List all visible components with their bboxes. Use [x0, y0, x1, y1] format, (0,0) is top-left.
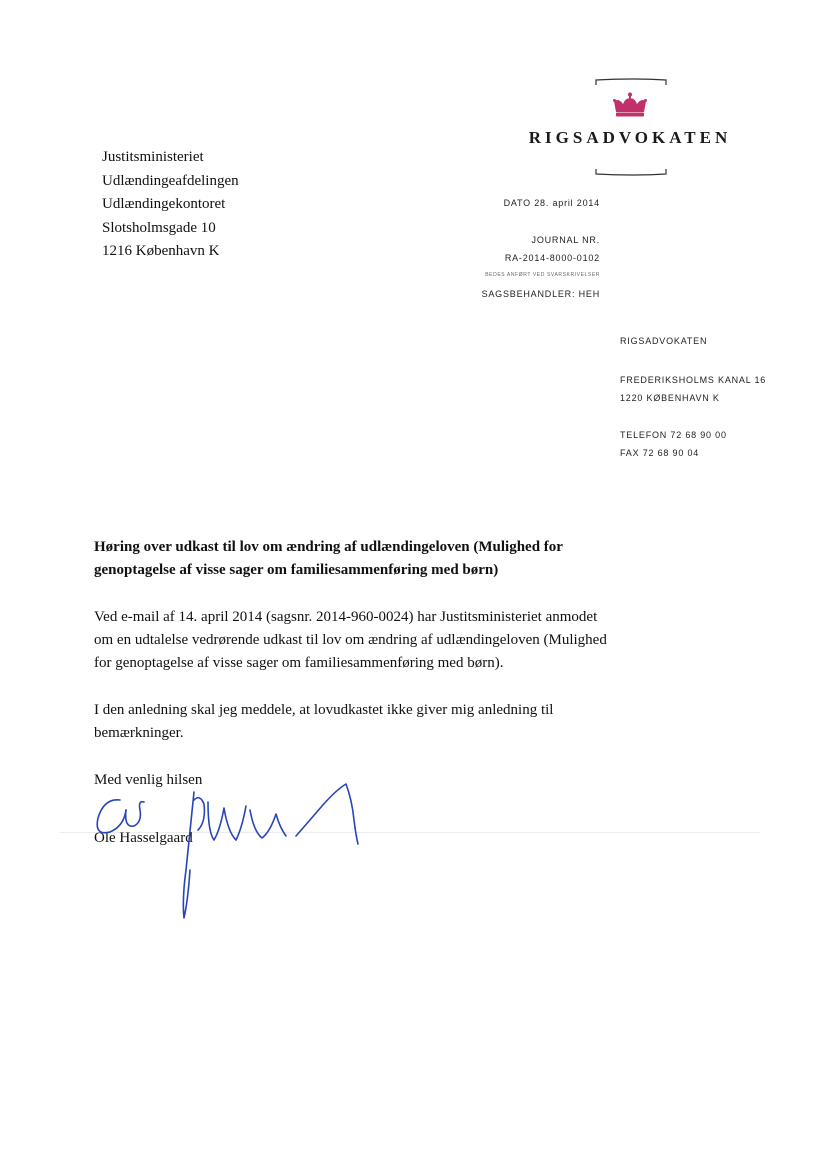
recipient-line: Udlændingeafdelingen: [102, 172, 239, 189]
recipient-line: Slotsholmsgade 10: [102, 219, 216, 236]
recipient-line: 1216 København K: [102, 243, 220, 259]
body-paragraph-1: Ved e-mail af 14. april 2014 (sagsnr. 2014-960-0024) har Justitsministeriet anmodet om en udtalelse vedrørende udkast til lov om ændring af udlændingeloven (Mulighed for genoptagelse af visse sager om familiesammenføring med børn).: [94, 609, 607, 671]
sender-fax: FAX 72 68 90 04: [620, 448, 700, 458]
reference-note: BEDES ANFØRT VED SVARSKRIVELSER: [485, 272, 600, 278]
letterhead-bottom-rule: [595, 168, 667, 176]
letter-body: [94, 536, 610, 792]
letterhead: [500, 72, 760, 182]
letterhead-top-rule: [595, 78, 667, 86]
case-handler: SAGSBEHANDLER: HEH: [481, 289, 600, 299]
journal-label: JOURNAL NR.: [531, 235, 600, 245]
crown-icon: [613, 92, 647, 118]
journal-number: RA-2014-8000-0102: [504, 253, 600, 263]
sender-phone: TELEFON 72 68 90 00: [620, 430, 727, 440]
recipient-line: Justitsministeriet: [102, 149, 204, 165]
signatory-name: Ole Hasselgaard: [94, 830, 193, 846]
sender-street: FREDERIKSHOLMS KANAL 16: [620, 375, 767, 385]
handwritten-signature: [90, 770, 380, 930]
sender-organization: RIGSADVOKATEN: [620, 336, 708, 346]
recipient-line: Udlændingekontoret: [102, 196, 226, 212]
organization-name: RIGSADVOKATEN: [528, 128, 732, 147]
recipient-address: [102, 146, 239, 264]
letter-date: DATO 28. april 2014: [503, 198, 600, 208]
closing-salutation: Med venlig hilsen: [94, 772, 203, 788]
subject-heading: Høring over udkast til lov om ændring af udlændingeloven (Mulighed for genoptagelse af visse sager om familiesammenføring med børn): [94, 539, 563, 578]
sender-city: 1220 KØBENHAVN K: [620, 393, 720, 403]
body-paragraph-2: I den anledning skal jeg meddele, at lovudkastet ikke giver mig anledning til bemærkninger.: [94, 702, 554, 741]
